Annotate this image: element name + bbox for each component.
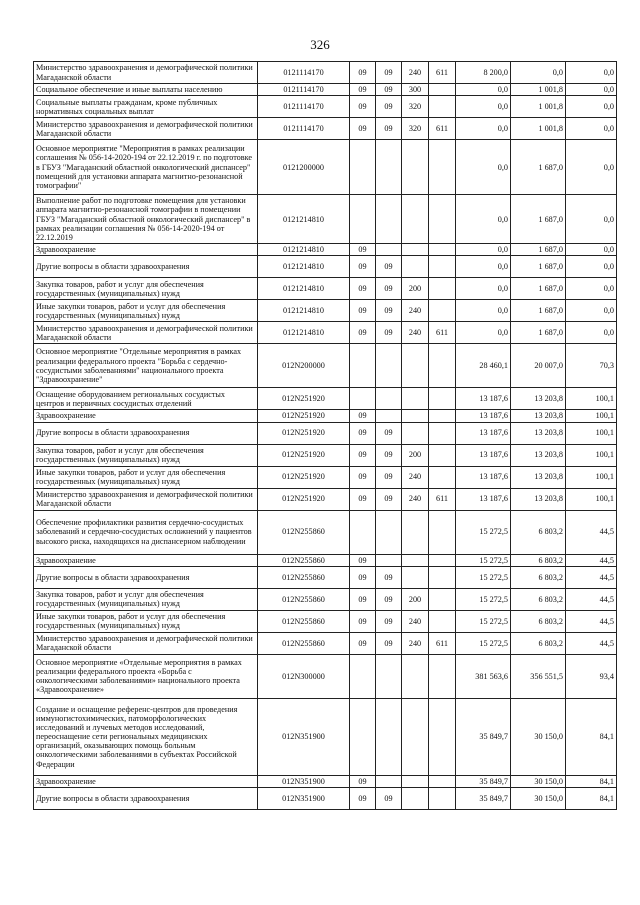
row-percent-cell: 0,0 [566,278,617,300]
row-section-cell: 09 [350,422,376,444]
row-code-cell: 0121114170 [258,62,350,84]
row-admin-code-cell: 611 [429,488,456,510]
row-code-cell: 0121214810 [258,300,350,322]
table-row [34,256,617,278]
row-section-cell: 09 [350,775,376,787]
row-actual-cell: 6 803,2 [511,588,566,610]
row-admin-code-cell [429,554,456,566]
row-actual-cell: 1 687,0 [511,244,566,256]
row-name-cell: Другие вопросы в области здравоохранения [34,787,258,809]
row-expense-type-cell: 240 [402,466,429,488]
row-name-cell: Министерство здравоохранения и демографической политики Магаданской области [34,322,258,344]
page-number: 326 [310,37,330,52]
row-code-cell: 0121114170 [258,96,350,118]
row-planned-cell: 28 460,1 [456,344,511,388]
row-actual-cell: 30 150,0 [511,698,566,775]
row-planned-cell: 0,0 [456,195,511,244]
row-admin-code-cell [429,610,456,632]
row-percent-cell: 44,5 [566,566,617,588]
row-code-cell: 0121214810 [258,244,350,256]
row-percent-cell: 84,1 [566,787,617,809]
row-name-cell: Министерство здравоохранения и демографической политики Магаданской области [34,118,258,140]
row-code-cell: 0121114170 [258,118,350,140]
row-code-cell: 012N200000 [258,344,350,388]
row-section-cell [350,510,376,554]
row-percent-cell: 0,0 [566,244,617,256]
row-name-cell: Другие вопросы в области здравоохранения [34,422,258,444]
table-row [34,195,617,244]
row-actual-cell: 1 687,0 [511,195,566,244]
row-percent-cell: 100,1 [566,488,617,510]
row-percent-cell: 84,1 [566,698,617,775]
row-subsection-cell [376,140,402,195]
row-expense-type-cell [402,566,429,588]
row-code-cell: 012N255860 [258,588,350,610]
row-planned-cell: 0,0 [456,256,511,278]
row-subsection-cell [376,698,402,775]
row-subsection-cell: 09 [376,62,402,84]
row-section-cell: 09 [350,300,376,322]
row-planned-cell: 0,0 [456,322,511,344]
table-row [34,140,617,195]
row-percent-cell: 0,0 [566,140,617,195]
row-planned-cell: 0,0 [456,84,511,96]
row-expense-type-cell [402,654,429,698]
row-code-cell: 012N251920 [258,488,350,510]
row-admin-code-cell: 611 [429,118,456,140]
row-name-cell: Иные закупки товаров, работ и услуг для обеспечения государственных (муниципальных) нужд [34,466,258,488]
row-admin-code-cell: 611 [429,632,456,654]
row-actual-cell: 1 001,8 [511,84,566,96]
row-name-cell: Иные закупки товаров, работ и услуг для обеспечения государственных (муниципальных) нужд [34,610,258,632]
row-expense-type-cell [402,787,429,809]
row-subsection-cell: 09 [376,256,402,278]
table-row [34,698,617,775]
table-row [34,488,617,510]
row-planned-cell: 35 849,7 [456,698,511,775]
table-row [34,775,617,787]
row-planned-cell: 13 187,6 [456,422,511,444]
row-section-cell: 09 [350,566,376,588]
row-section-cell [350,654,376,698]
row-subsection-cell [376,775,402,787]
table-row [34,344,617,388]
row-name-cell: Выполнение работ по подготовке помещения для установки аппарата магнитно-резонансной томографии в помещении ГБУЗ "Магаданский областной онкологический диспансер" в рамках реализации соглашения № 056-14-2020-194 от 22.12.2019 [34,195,258,244]
row-code-cell: 0121214810 [258,278,350,300]
row-expense-type-cell: 240 [402,62,429,84]
row-admin-code-cell [429,195,456,244]
row-subsection-cell [376,344,402,388]
row-admin-code-cell [429,244,456,256]
row-actual-cell: 1 687,0 [511,278,566,300]
table-row [34,96,617,118]
row-section-cell: 09 [350,278,376,300]
row-planned-cell: 13 187,6 [456,410,511,422]
row-percent-cell: 84,1 [566,775,617,787]
row-planned-cell: 381 563,6 [456,654,511,698]
table-row [34,588,617,610]
row-code-cell: 012N251920 [258,422,350,444]
row-percent-cell: 100,1 [566,444,617,466]
row-subsection-cell [376,510,402,554]
row-expense-type-cell [402,554,429,566]
row-admin-code-cell [429,256,456,278]
row-actual-cell: 1 687,0 [511,322,566,344]
row-actual-cell: 6 803,2 [511,566,566,588]
table-row [34,388,617,410]
row-planned-cell: 0,0 [456,244,511,256]
row-expense-type-cell: 240 [402,300,429,322]
row-code-cell: 012N255860 [258,510,350,554]
row-percent-cell: 0,0 [566,84,617,96]
row-expense-type-cell: 240 [402,322,429,344]
table-row [34,654,617,698]
row-subsection-cell: 09 [376,96,402,118]
row-percent-cell: 100,1 [566,388,617,410]
row-actual-cell: 1 001,8 [511,118,566,140]
row-subsection-cell: 09 [376,466,402,488]
row-expense-type-cell [402,698,429,775]
table-row [34,466,617,488]
table-row [34,410,617,422]
row-actual-cell: 356 551,5 [511,654,566,698]
row-expense-type-cell: 240 [402,610,429,632]
row-expense-type-cell: 240 [402,632,429,654]
budget-execution-table [33,61,617,810]
row-percent-cell: 93,4 [566,654,617,698]
row-actual-cell: 6 803,2 [511,554,566,566]
row-section-cell [350,195,376,244]
row-name-cell: Основное мероприятие "Мероприятия в рамках реализации соглашения № 056-14-2020-194 от 22.12.2019 г. по подготовке в ГБУЗ "Магаданский областной онкологический диспансер" помещений для установки аппарата магнитно-резонансной томографии" [34,140,258,195]
row-actual-cell: 6 803,2 [511,510,566,554]
row-admin-code-cell: 611 [429,322,456,344]
row-planned-cell: 15 272,5 [456,554,511,566]
row-code-cell: 012N255860 [258,566,350,588]
table-row [34,510,617,554]
table-row [34,322,617,344]
row-section-cell: 09 [350,410,376,422]
row-planned-cell: 15 272,5 [456,566,511,588]
row-percent-cell: 100,1 [566,422,617,444]
row-expense-type-cell [402,510,429,554]
row-name-cell: Социальное обеспечение и иные выплаты населению [34,84,258,96]
row-planned-cell: 15 272,5 [456,610,511,632]
row-planned-cell: 0,0 [456,300,511,322]
row-code-cell: 012N255860 [258,554,350,566]
row-subsection-cell [376,554,402,566]
row-name-cell: Основное мероприятие «Отдельные мероприятия в рамках реализации федерального проекта «Борьба с онкологическими заболеваниями» национального проекта «Здравоохранение» [34,654,258,698]
row-admin-code-cell [429,566,456,588]
row-name-cell: Здравоохранение [34,244,258,256]
table-row [34,554,617,566]
row-code-cell: 012N351900 [258,775,350,787]
row-percent-cell: 44,5 [566,554,617,566]
row-actual-cell: 1 687,0 [511,300,566,322]
row-planned-cell: 15 272,5 [456,510,511,554]
row-code-cell: 012N251920 [258,444,350,466]
row-expense-type-cell: 320 [402,96,429,118]
row-name-cell: Оснащение оборудованием региональных сосудистых центров и первичных сосудистых отделений [34,388,258,410]
row-name-cell: Другие вопросы в области здравоохранения [34,256,258,278]
row-name-cell: Основное мероприятие "Отдельные мероприятия в рамках реализации федерального проекта "Борьба с сердечно-сосудистыми заболеваниями" национального проекта "Здравоохранение" [34,344,258,388]
row-section-cell: 09 [350,256,376,278]
row-expense-type-cell: 200 [402,588,429,610]
row-percent-cell: 0,0 [566,96,617,118]
row-expense-type-cell [402,422,429,444]
row-planned-cell: 13 187,6 [456,444,511,466]
row-name-cell: Закупка товаров, работ и услуг для обеспечения государственных (муниципальных) нужд [34,588,258,610]
row-admin-code-cell [429,787,456,809]
table-row [34,278,617,300]
row-name-cell: Социальные выплаты гражданам, кроме публичных нормативных социальных выплат [34,96,258,118]
row-actual-cell: 6 803,2 [511,610,566,632]
row-subsection-cell: 09 [376,322,402,344]
table-row [34,244,617,256]
row-section-cell: 09 [350,787,376,809]
row-admin-code-cell [429,466,456,488]
row-section-cell: 09 [350,96,376,118]
row-subsection-cell [376,244,402,256]
row-planned-cell: 0,0 [456,118,511,140]
row-subsection-cell: 09 [376,300,402,322]
row-section-cell: 09 [350,322,376,344]
row-admin-code-cell [429,588,456,610]
row-planned-cell: 8 200,0 [456,62,511,84]
row-section-cell: 09 [350,610,376,632]
table-row [34,444,617,466]
row-actual-cell: 13 203,8 [511,488,566,510]
table-row [34,118,617,140]
row-subsection-cell: 09 [376,278,402,300]
row-name-cell: Министерство здравоохранения и демографической политики Магаданской области [34,62,258,84]
row-subsection-cell: 09 [376,787,402,809]
row-name-cell: Министерство здравоохранения и демографической политики Магаданской области [34,488,258,510]
row-expense-type-cell [402,244,429,256]
row-admin-code-cell [429,775,456,787]
row-code-cell: 012N351900 [258,787,350,809]
row-name-cell: Здравоохранение [34,554,258,566]
row-section-cell: 09 [350,444,376,466]
row-expense-type-cell: 200 [402,278,429,300]
row-admin-code-cell [429,278,456,300]
row-percent-cell: 44,5 [566,510,617,554]
row-section-cell: 09 [350,632,376,654]
row-name-cell: Здравоохранение [34,410,258,422]
row-planned-cell: 0,0 [456,96,511,118]
row-planned-cell: 0,0 [456,278,511,300]
row-planned-cell: 13 187,6 [456,488,511,510]
row-expense-type-cell [402,344,429,388]
row-section-cell [350,344,376,388]
row-percent-cell: 44,5 [566,588,617,610]
row-code-cell: 0121114170 [258,84,350,96]
table-body [34,62,617,810]
row-code-cell: 0121214810 [258,256,350,278]
row-code-cell: 0121214810 [258,195,350,244]
row-admin-code-cell [429,422,456,444]
table-row [34,422,617,444]
row-name-cell: Иные закупки товаров, работ и услуг для обеспечения государственных (муниципальных) нужд [34,300,258,322]
row-admin-code-cell: 611 [429,62,456,84]
row-expense-type-cell: 200 [402,444,429,466]
row-percent-cell: 100,1 [566,410,617,422]
row-admin-code-cell [429,410,456,422]
row-section-cell: 09 [350,466,376,488]
row-percent-cell: 0,0 [566,256,617,278]
table-row [34,610,617,632]
row-code-cell: 012N255860 [258,610,350,632]
row-actual-cell: 1 687,0 [511,256,566,278]
row-section-cell: 09 [350,118,376,140]
row-actual-cell: 13 203,8 [511,388,566,410]
row-percent-cell: 0,0 [566,195,617,244]
row-subsection-cell: 09 [376,566,402,588]
row-name-cell: Обеспечение профилактики развития сердечно-сосудистых заболеваний и сердечно-сосудистых осложнений у пациентов высокого риска, находящихся на диспансерном наблюдении [34,510,258,554]
row-name-cell: Создание и оснащение референс-центров для проведения иммуногистохимических, патоморфологических исследований и лучевых методов исследований, переоснащение сети региональных медицинских организаций, оказывающих помощь больным онкологическими заболеваниями в субъектах Российской Федерации [34,698,258,775]
row-admin-code-cell [429,84,456,96]
row-subsection-cell: 09 [376,632,402,654]
row-expense-type-cell [402,388,429,410]
row-subsection-cell [376,195,402,244]
row-name-cell: Министерство здравоохранения и демографической политики Магаданской области [34,632,258,654]
row-actual-cell: 20 007,0 [511,344,566,388]
row-code-cell: 0121200000 [258,140,350,195]
row-actual-cell: 0,0 [511,62,566,84]
row-section-cell: 09 [350,488,376,510]
row-percent-cell: 0,0 [566,300,617,322]
row-expense-type-cell [402,775,429,787]
row-percent-cell: 100,1 [566,466,617,488]
row-expense-type-cell [402,140,429,195]
row-subsection-cell: 09 [376,588,402,610]
row-subsection-cell: 09 [376,444,402,466]
row-expense-type-cell: 240 [402,488,429,510]
row-percent-cell: 0,0 [566,62,617,84]
row-actual-cell: 13 203,8 [511,410,566,422]
row-planned-cell: 0,0 [456,140,511,195]
row-admin-code-cell [429,444,456,466]
row-admin-code-cell [429,344,456,388]
table-row [34,566,617,588]
row-actual-cell: 13 203,8 [511,466,566,488]
row-section-cell: 09 [350,554,376,566]
row-expense-type-cell: 320 [402,118,429,140]
row-name-cell: Здравоохранение [34,775,258,787]
row-planned-cell: 13 187,6 [456,388,511,410]
row-percent-cell: 44,5 [566,610,617,632]
row-subsection-cell: 09 [376,118,402,140]
row-admin-code-cell [429,140,456,195]
row-planned-cell: 35 849,7 [456,775,511,787]
row-name-cell: Закупка товаров, работ и услуг для обеспечения государственных (муниципальных) нужд [34,444,258,466]
row-planned-cell: 15 272,5 [456,588,511,610]
table-row [34,62,617,84]
row-subsection-cell: 09 [376,422,402,444]
row-expense-type-cell [402,410,429,422]
table-row [34,787,617,809]
row-percent-cell: 0,0 [566,118,617,140]
row-code-cell: 012N251920 [258,388,350,410]
row-actual-cell: 13 203,8 [511,444,566,466]
row-code-cell: 0121214810 [258,322,350,344]
row-code-cell: 012N255860 [258,632,350,654]
row-planned-cell: 35 849,7 [456,787,511,809]
row-admin-code-cell [429,698,456,775]
row-section-cell: 09 [350,84,376,96]
row-section-cell [350,140,376,195]
table-row [34,300,617,322]
row-expense-type-cell: 300 [402,84,429,96]
row-planned-cell: 15 272,5 [456,632,511,654]
row-section-cell: 09 [350,62,376,84]
row-code-cell: 012N251920 [258,410,350,422]
row-actual-cell: 30 150,0 [511,787,566,809]
table-row [34,632,617,654]
row-percent-cell: 0,0 [566,322,617,344]
row-subsection-cell [376,654,402,698]
row-code-cell: 012N251920 [258,466,350,488]
row-expense-type-cell [402,195,429,244]
row-name-cell: Закупка товаров, работ и услуг для обеспечения государственных (муниципальных) нужд [34,278,258,300]
row-code-cell: 012N351900 [258,698,350,775]
row-expense-type-cell [402,256,429,278]
row-code-cell: 012N300000 [258,654,350,698]
row-percent-cell: 70,3 [566,344,617,388]
row-name-cell: Другие вопросы в области здравоохранения [34,566,258,588]
row-actual-cell: 1 001,8 [511,96,566,118]
row-actual-cell: 13 203,8 [511,422,566,444]
row-subsection-cell [376,410,402,422]
row-admin-code-cell [429,388,456,410]
row-planned-cell: 13 187,6 [456,466,511,488]
row-section-cell: 09 [350,244,376,256]
row-subsection-cell [376,388,402,410]
row-admin-code-cell [429,510,456,554]
row-admin-code-cell [429,654,456,698]
row-actual-cell: 30 150,0 [511,775,566,787]
row-subsection-cell: 09 [376,488,402,510]
row-section-cell: 09 [350,588,376,610]
row-admin-code-cell [429,300,456,322]
row-actual-cell: 6 803,2 [511,632,566,654]
row-admin-code-cell [429,96,456,118]
row-percent-cell: 44,5 [566,632,617,654]
row-section-cell [350,388,376,410]
row-subsection-cell: 09 [376,84,402,96]
row-subsection-cell: 09 [376,610,402,632]
row-section-cell [350,698,376,775]
row-actual-cell: 1 687,0 [511,140,566,195]
table-row [34,84,617,96]
